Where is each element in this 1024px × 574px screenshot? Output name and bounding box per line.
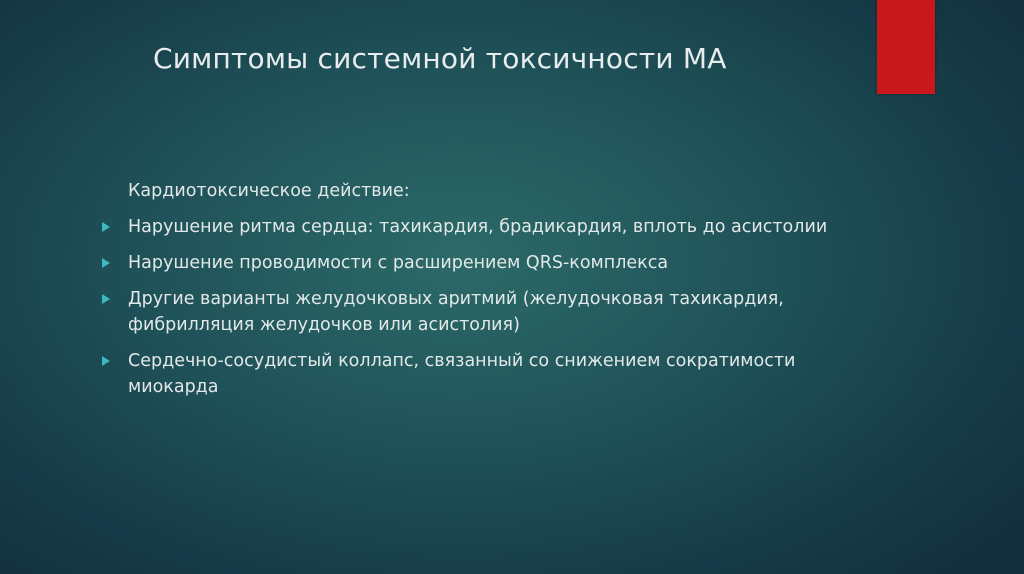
triangle-right-icon (102, 258, 110, 268)
triangle-right-icon (102, 294, 110, 304)
bullet-item (100, 348, 840, 400)
bullet-item (100, 214, 840, 240)
bullet-text: Сердечно-сосудистый коллапс, связанный со снижением сократимости миокарда (128, 351, 796, 397)
bullet-text: Нарушение ритма сердца: тахикардия, брадикардия, вплоть до асистолии (128, 217, 828, 237)
subheading: Кардиотоксическое действие: (128, 181, 410, 201)
bullet-text: Нарушение проводимости с расширением QRS-комплекса (128, 253, 669, 273)
bullet-text: Другие варианты желудочковых аритмий (желудочковая тахикардия, фибрилляция желудочков или асистолия) (128, 289, 784, 335)
bullet-list (100, 214, 840, 400)
triangle-right-icon (102, 356, 110, 366)
accent-bar (877, 0, 935, 94)
slide-title: Симптомы системной токсичности МА (153, 42, 727, 75)
slide-content (100, 178, 840, 410)
bullet-item (100, 250, 840, 276)
bullet-item (100, 286, 840, 338)
triangle-right-icon (102, 222, 110, 232)
